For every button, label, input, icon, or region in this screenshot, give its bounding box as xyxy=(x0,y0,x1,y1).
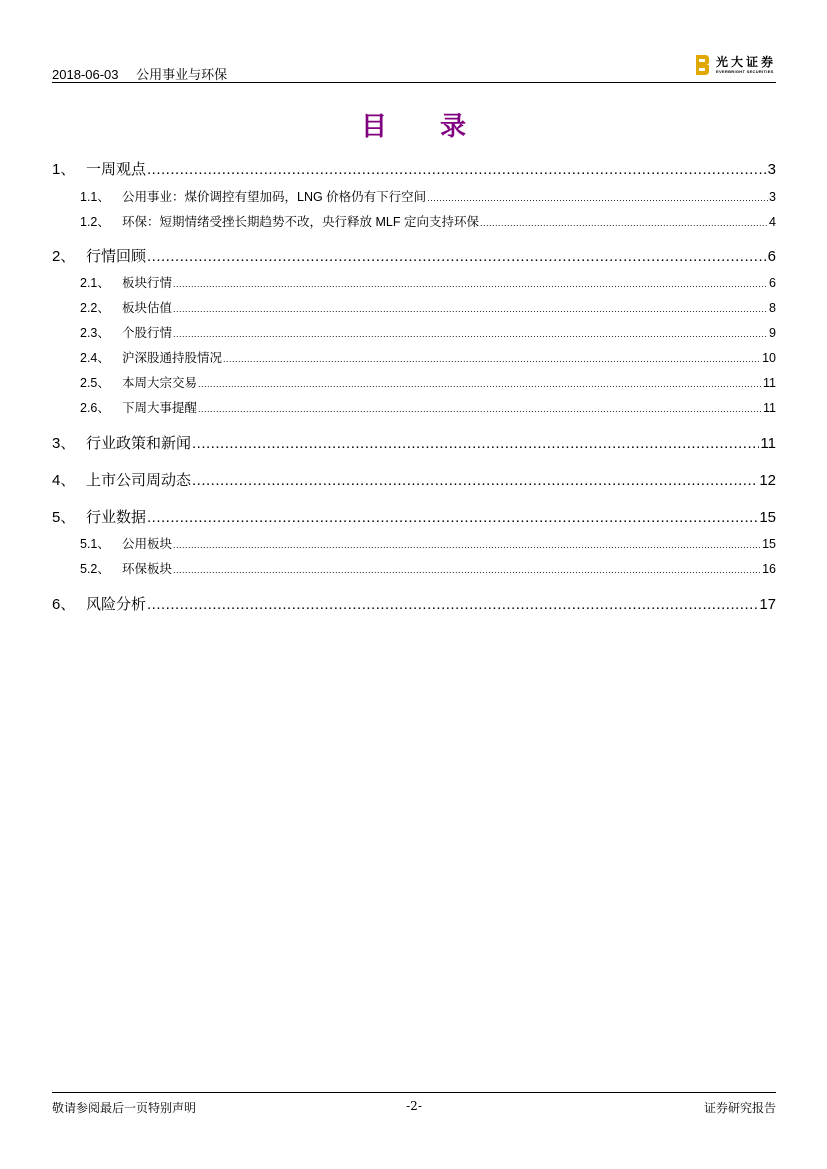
toc-label: 板块行情 xyxy=(122,276,173,290)
toc-page: 4 xyxy=(769,215,776,229)
toc-leader-dots xyxy=(223,351,761,365)
toc-entry[interactable] xyxy=(52,469,776,490)
toc-entry[interactable] xyxy=(80,373,776,391)
toc-label: 本周大宗交易 xyxy=(122,376,198,390)
toc-number: 5、 xyxy=(52,509,76,526)
toc-leader-dots xyxy=(427,190,768,204)
toc-number: 1.1、 xyxy=(80,190,110,204)
toc-number: 3、 xyxy=(52,435,76,452)
toc-number: 6、 xyxy=(52,596,76,613)
toc-number: 2.3、 xyxy=(80,326,110,340)
toc-page: 17 xyxy=(759,596,776,613)
toc-label: 环保：短期情绪受挫长期趋势不改，央行释放 MLF 定向支持环保 xyxy=(122,215,479,229)
everbright-logo xyxy=(695,52,776,78)
logo-english-name: EVERBRIGHT SECURITIES xyxy=(715,69,774,74)
toc-label: 行情回顾 xyxy=(86,248,147,265)
toc-number: 1、 xyxy=(52,161,76,178)
toc-entry[interactable] xyxy=(52,432,776,453)
toc-entry[interactable] xyxy=(52,245,776,266)
footer-page-number: -2- xyxy=(406,1099,422,1113)
toc-leader-dots xyxy=(480,215,768,229)
toc-page: 3 xyxy=(769,190,776,204)
toc-number: 2、 xyxy=(52,248,76,265)
footer-doc-type: 证券研究报告 xyxy=(703,1101,776,1115)
toc-entry[interactable] xyxy=(80,348,776,366)
toc-entry[interactable] xyxy=(80,559,776,577)
toc-label: 风险分析 xyxy=(86,596,147,613)
toc-entry[interactable] xyxy=(80,534,776,552)
footer-disclaimer: 敬请参阅最后一页特别声明 xyxy=(52,1101,197,1115)
toc-label: 环保板块 xyxy=(122,562,173,576)
toc-leader-dots xyxy=(173,537,761,551)
toc-number: 2.1、 xyxy=(80,276,110,290)
page-footer xyxy=(52,1092,776,1117)
toc-page: 8 xyxy=(769,301,776,315)
toc-label: 公用事业：煤价调控有望加码，LNG 价格仍有下行空间 xyxy=(122,190,427,204)
toc-page: 15 xyxy=(762,537,776,551)
toc-page: 6 xyxy=(769,276,776,290)
toc-label: 个股行情 xyxy=(122,326,173,340)
toc-number: 2.6、 xyxy=(80,401,110,415)
toc-label: 下周大事提醒 xyxy=(122,401,198,415)
toc-entry[interactable] xyxy=(52,158,776,179)
toc-leader-dots xyxy=(147,509,758,526)
toc-label: 上市公司周动态 xyxy=(86,472,192,489)
toc-entry[interactable] xyxy=(80,298,776,316)
toc-leader-dots xyxy=(198,401,762,415)
toc-page: 11 xyxy=(760,435,776,452)
toc-page: 12 xyxy=(759,472,776,489)
toc-number: 4、 xyxy=(52,472,76,489)
toc-number: 5.2、 xyxy=(80,562,110,576)
toc-entry[interactable] xyxy=(80,187,776,205)
toc-label: 行业数据 xyxy=(86,509,147,526)
toc-leader-dots xyxy=(192,435,759,452)
toc-leader-dots xyxy=(147,248,767,265)
toc-number: 1.2、 xyxy=(80,215,110,229)
toc-label: 板块估值 xyxy=(122,301,173,315)
toc-entry[interactable] xyxy=(80,398,776,416)
header-text xyxy=(52,64,227,83)
page-header xyxy=(52,55,776,83)
toc-label: 一周观点 xyxy=(86,161,147,178)
toc-leader-dots xyxy=(147,161,767,178)
header-sector: 公用事业与环保 xyxy=(136,67,228,82)
toc-leader-dots xyxy=(173,326,768,340)
toc-page: 3 xyxy=(767,161,776,178)
toc-label: 行业政策和新闻 xyxy=(86,435,192,452)
toc-entry[interactable] xyxy=(80,323,776,341)
toc-number: 2.4、 xyxy=(80,351,110,365)
toc-leader-dots xyxy=(198,376,762,390)
everbright-logo-icon xyxy=(695,54,710,76)
toc-leader-dots xyxy=(147,596,758,613)
toc-entry[interactable] xyxy=(80,273,776,291)
toc-number: 2.5、 xyxy=(80,376,110,390)
toc-entry[interactable] xyxy=(52,593,776,614)
toc-number: 5.1、 xyxy=(80,537,110,551)
header-date: 2018-06-03 xyxy=(52,67,119,82)
toc-number: 2.2、 xyxy=(80,301,110,315)
toc-leader-dots xyxy=(173,301,768,315)
toc-label: 沪深股通持股情况 xyxy=(122,351,223,365)
toc-page: 10 xyxy=(762,351,776,365)
toc-page: 9 xyxy=(769,326,776,340)
toc-label: 公用板块 xyxy=(122,537,173,551)
logo-chinese-name: 光大证券 xyxy=(715,55,776,69)
toc-page: 15 xyxy=(759,509,776,526)
toc-page: 6 xyxy=(767,248,776,265)
toc-entry[interactable] xyxy=(52,506,776,527)
toc-page: 11 xyxy=(763,376,776,390)
toc-leader-dots xyxy=(192,472,758,489)
toc-leader-dots xyxy=(173,562,761,576)
toc-page: 16 xyxy=(762,562,776,576)
toc-title: 目 录 xyxy=(360,112,489,142)
toc-page: 11 xyxy=(763,401,776,415)
toc-entry[interactable] xyxy=(80,212,776,230)
toc-leader-dots xyxy=(173,276,768,290)
